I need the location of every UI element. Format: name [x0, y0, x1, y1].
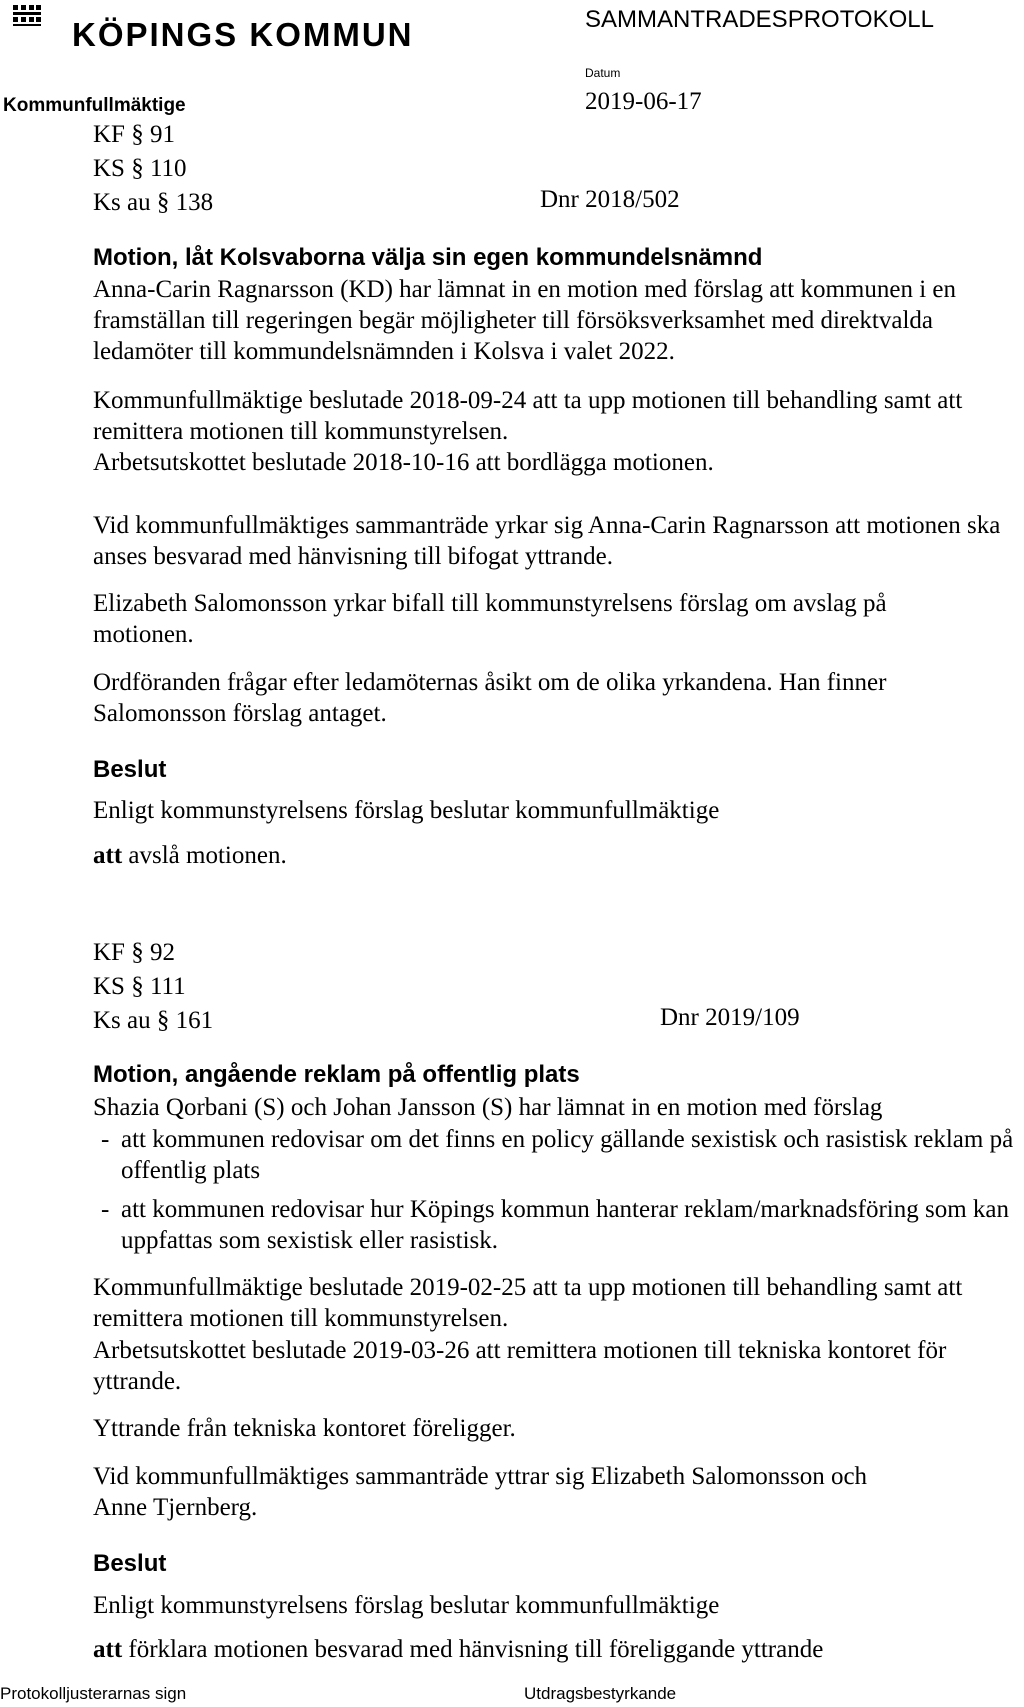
decision-text: förklara motionen besvarad med hänvisning till föreliggande yttrande — [128, 1636, 824, 1663]
municipality-logo-icon — [12, 4, 42, 26]
item-1-references — [93, 118, 213, 220]
reference: Ks au § 138 — [93, 189, 214, 216]
item-2-paragraph-3: Yttrande från tekniska kontoret föreligger. — [93, 1415, 516, 1442]
decision-text: avslå motionen. — [128, 842, 287, 869]
org-name: KÖPINGS KOMMUN — [72, 16, 414, 53]
reference: KF § 92 — [93, 939, 175, 966]
footer-signature-label: Protokolljusterarnas sign — [0, 1684, 187, 1703]
item-2-paragraph-4: Vid kommunfullmäktiges sammanträde yttrar sig Elizabeth Salomonsson och Anne Tjernberg. — [93, 1463, 868, 1521]
date-label: Datum — [585, 66, 621, 80]
item-1-paragraph-2: Kommunfullmäktige beslutade 2018-09-24 att ta upp motionen till behandling samt att remittera motionen till kommunstyrelsen. — [93, 387, 963, 445]
item-1-decision-heading: Beslut — [93, 756, 167, 783]
reference: KF § 91 — [93, 121, 175, 148]
item-1-paragraph-1: Anna-Carin Ragnarsson (KD) har lämnat in en motion med förslag att kommunen i en framställan till regeringen begär möjligheter till försöksverksamhet med direktvalda ledamöter till kommundelsnämnden i Kolsva i valet 2022. — [93, 276, 956, 365]
item-2-decision-heading: Beslut — [93, 1550, 167, 1577]
item-2-decision-intro: Enligt kommunstyrelsens förslag beslutar kommunfullmäktige — [93, 1592, 720, 1619]
bullet-item: - att kommunen redovisar om det finns en policy gällande sexistisk och rasistisk reklam på offentlig plats — [93, 1124, 1018, 1186]
item-1-dnr: Dnr 2018/502 — [540, 186, 680, 213]
item-1-paragraph-4: Vid kommunfullmäktiges sammanträde yrkar sig Anna-Carin Ragnarsson att motionen ska anses besvarad med hänvisning till bifogat yttrande. — [93, 512, 1001, 570]
reference: KS § 110 — [93, 155, 187, 182]
item-2-paragraph-1: Kommunfullmäktige beslutade 2019-02-25 att ta upp motionen till behandling samt att remittera motionen till kommunstyrelsen. — [93, 1274, 963, 1332]
body-name: Kommunfullmäktige — [3, 95, 186, 116]
att-keyword: att — [93, 1636, 123, 1663]
item-2-references — [93, 936, 213, 1038]
item-1-decision — [93, 840, 993, 871]
item-2-dnr: Dnr 2019/109 — [660, 1004, 800, 1031]
reference: KS § 111 — [93, 973, 186, 1000]
bullet-item: - att kommunen redovisar hur Köpings kommun hanterar reklam/marknadsföring som kan uppfattas som sexistisk eller rasistisk. — [93, 1194, 1018, 1256]
item-2-decision — [93, 1634, 1018, 1665]
document-type: SAMMANTRADESPROTOKOLL — [585, 6, 934, 33]
item-1-paragraph-5: Elizabeth Salomonsson yrkar bifall till kommunstyrelsens förslag om avslag på motionen. — [93, 590, 887, 648]
item-1-title: Motion, låt Kolsvaborna välja sin egen kommundelsnämnd — [93, 244, 763, 271]
footer-certification-label: Utdragsbestyrkande — [524, 1684, 677, 1703]
item-2-bullet-list — [93, 1124, 1018, 1256]
item-1-paragraph-3: Arbetsutskottet beslutade 2018-10-16 att bordlägga motionen. — [93, 449, 714, 476]
att-keyword: att — [93, 842, 123, 869]
item-1-paragraph-6: Ordföranden frågar efter ledamöternas åsikt om de olika yrkandena. Han finner Salomonsson förslag antaget. — [93, 669, 887, 727]
item-2-paragraph-2: Arbetsutskottet beslutade 2019-03-26 att remittera motionen till tekniska kontoret för yttrande. — [93, 1337, 947, 1395]
reference: Ks au § 161 — [93, 1007, 214, 1034]
item-1-decision-intro: Enligt kommunstyrelsens förslag beslutar kommunfullmäktige — [93, 797, 720, 824]
item-2-intro: Shazia Qorbani (S) och Johan Jansson (S) har lämnat in en motion med förslag — [93, 1094, 883, 1121]
meeting-date: 2019-06-17 — [585, 88, 702, 115]
item-2-title: Motion, angående reklam på offentlig plats — [93, 1061, 580, 1088]
